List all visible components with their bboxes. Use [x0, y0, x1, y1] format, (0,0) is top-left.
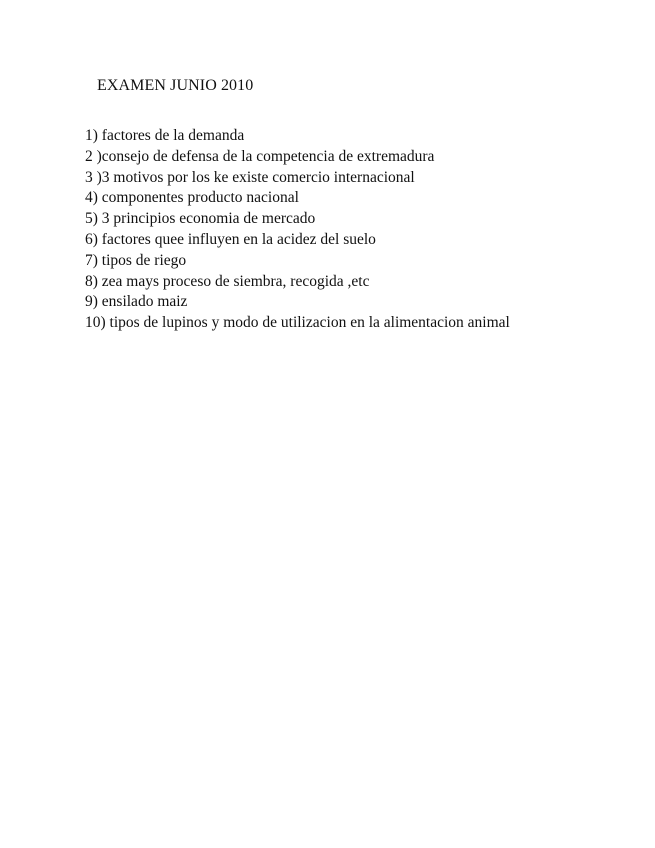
question-item: 7) tipos de riego: [85, 251, 187, 269]
question-list: [85, 126, 555, 334]
document-title: EXAMEN JUNIO 2010: [97, 77, 254, 94]
question-item: 3 )3 motivos por los ke existe comercio internacional: [85, 168, 415, 186]
question-item: 5) 3 principios economia de mercado: [85, 210, 316, 228]
question-item: 4) componentes producto nacional: [85, 189, 299, 207]
question-item: 9) ensilado maiz: [85, 293, 188, 311]
question-item: 1) factores de la demanda: [85, 127, 245, 144]
question-item: 2 )consejo de defensa de la competencia de extremadura: [85, 147, 435, 165]
question-item: 6) factores quee influyen en la acidez del suelo: [85, 230, 376, 248]
question-item: 8) zea mays proceso de siembra, recogida ,etc: [85, 272, 370, 290]
question-item: 10) tipos de lupinos y modo de utilizacion en la alimentacion animal: [85, 314, 510, 332]
